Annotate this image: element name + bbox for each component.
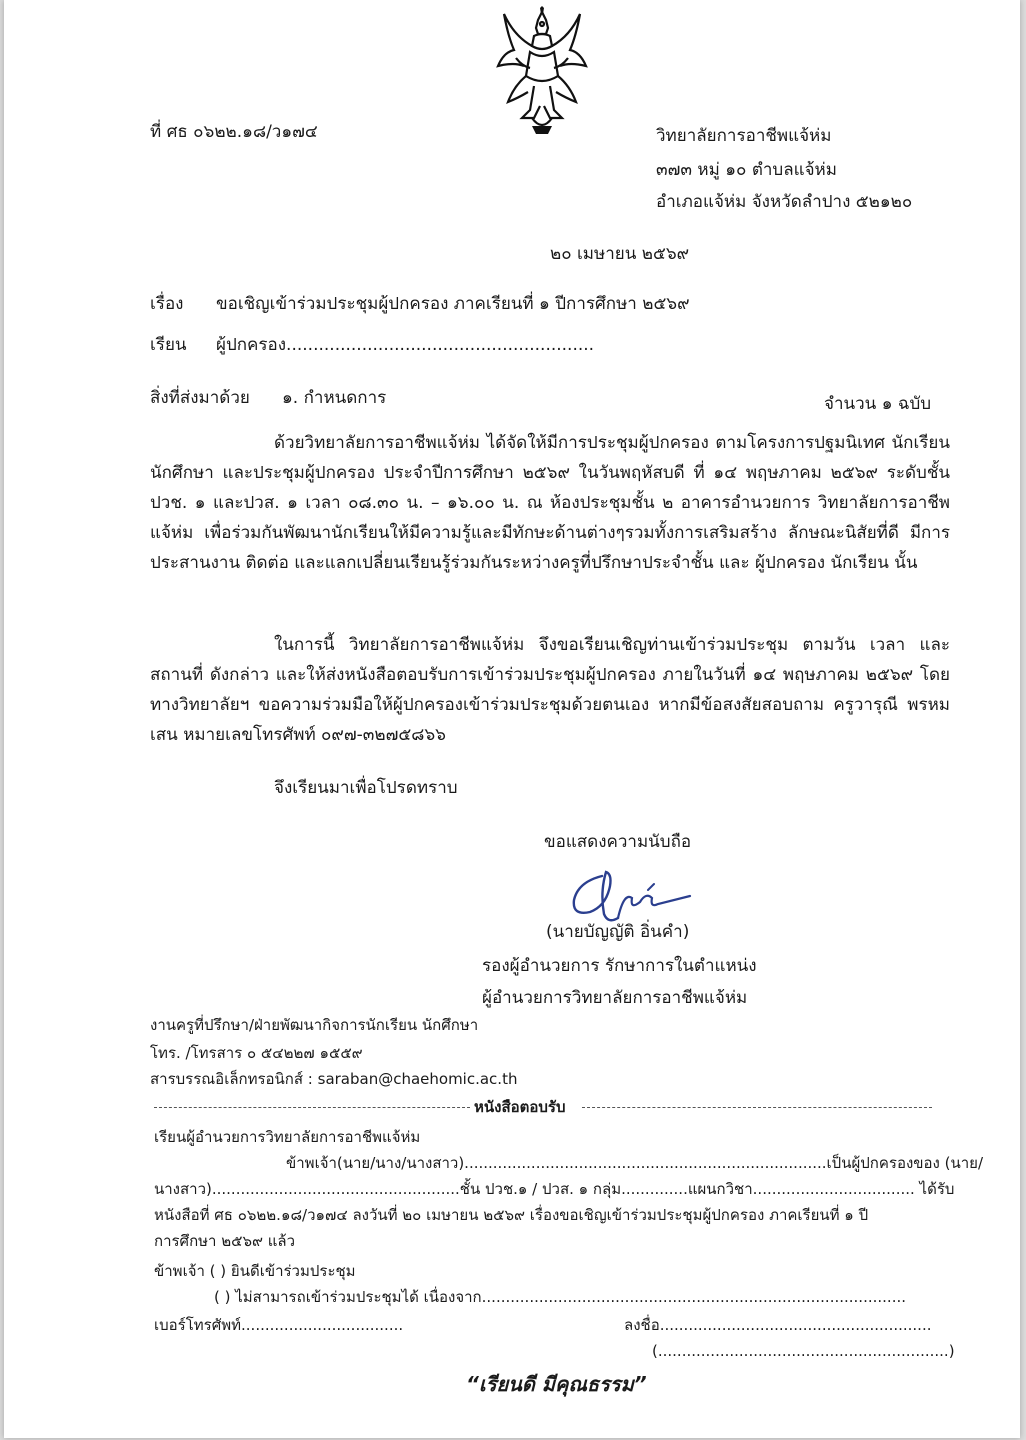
reply-option-decline: ( ) ไม่สามารถเข้าร่วมประชุมได้ เนื่องจาก......................................................................................... [214, 1288, 906, 1306]
letter-date: ๒๐ เมษายน ๒๕๖๙ [550, 244, 690, 264]
reply-addressee: เรียนผู้อำนวยการวิทยาลัยการอาชีพแจ้ห่ม [154, 1128, 421, 1146]
reply-sign-name-field: (.............................................................) [652, 1342, 955, 1360]
salutation-label: เรียน [150, 335, 187, 355]
subject-label: เรื่อง [150, 294, 184, 314]
reply-line-1: ข้าพเจ้า(นาย/นาง/นางสาว)............................................................................เป็นผู้ปกครองของ (นาย/ [286, 1154, 984, 1172]
reply-heading: หนังสือตอบรับ [474, 1098, 566, 1116]
reply-line-2: นางสาว)....................................................ชั้น ปวช.๑ / ปวส. ๑ กลุ่ม..............แผนกวิชา.................................. ได้รับ [154, 1180, 955, 1198]
reply-option-attend: ข้าพเจ้า ( ) ยินดีเข้าร่วมประชุม [154, 1262, 356, 1280]
phone-fax-text: โทร. /โทรสาร ๐ ๕๔๒๒๗ ๑๕๕๙ [150, 1044, 363, 1062]
regards-text: ขอแสดงความนับถือ [544, 832, 692, 852]
reply-phone-field: เบอร์โทรศัพท์.................................. [154, 1316, 404, 1334]
paragraph-2: ในการนี้ วิทยาลัยการอาชีพแจ้ห่ม จึงขอเรียนเชิญท่านเข้าร่วมประชุม ตามวัน เวลา และ สถานที่ ดังกล่าว และให้ส่งหนังสือตอบรับการเข้าร่วมประชุมผู้ปกครอง ภายในวันที่ ๑๔ พฤษภาคม ๒๕๖๙ โดยทางวิทยาลัยฯ ขอความร่วมมือให้ผู้ปกครองเข้าร่วมประชุมด้วยตนเอง หากมีข้อสงสัยสอบถาม ครูวารุณี พรหมเสน หมายเลขโทรศัพท์ ๐๙๗-๓๒๗๕๘๖๖ [150, 635, 950, 745]
salutation-text: ผู้ปกครอง......................................................... [216, 335, 595, 355]
address-line-2: อำเภอแจ้ห่ม จังหวัดลำปาง ๕๒๑๒๐ [656, 192, 913, 212]
garuda-emblem-icon [494, 6, 590, 142]
reply-line-4: การศึกษา ๒๕๖๙ แล้ว [154, 1232, 296, 1250]
signer-title-2: ผู้อำนวยการวิทยาลัยการอาชีพแจ้ห่ม [482, 988, 748, 1008]
signer-name: (นายบัญญัติ อิ่นคำ) [546, 922, 690, 942]
ref-number: ที่ ศธ ๐๖๒๒.๑๘/ว๑๗๔ [150, 122, 318, 142]
email-text: สารบรรณอิเล็กทรอนิกส์ : saraban@chaehomic.ac.th [150, 1070, 518, 1088]
org-name: วิทยาลัยการอาชีพแจ้ห่ม [656, 126, 832, 146]
signer-title-1: รองผู้อำนวยการ รักษาการในตำแหน่ง [482, 956, 757, 976]
enclosure-label: สิ่งที่ส่งมาด้วย [150, 388, 250, 408]
paragraph-1: ด้วยวิทยาลัยการอาชีพแจ้ห่ม ได้จัดให้มีการประชุมผู้ปกครอง ตามโครงการปฐมนิเทศ นักเรียน นักศึกษา และประชุมผู้ปกครอง ประจำปีการศึกษา ๒๕๖๙ ในวันพฤหัสบดี ที่ ๑๔ พฤษภาคม ๒๕๖๙ ระดับชั้น ปวช. ๑ และปวส. ๑ เวลา ๐๘.๓๐ น. – ๑๖.๐๐ น. ณ ห้องประชุมชั้น ๒ อาคารอำนวยการ วิทยาลัยการอาชีพแจ้ห่ม เพื่อร่วมกันพัฒนานักเรียนให้มีความรู้และมีทักษะด้านต่างๆรวมทั้งการเสริมสร้าง ลักษณะนิสัยที่ดี มีการประสานงาน ติดต่อ และแลกเปลี่ยนเรียนรู้ร่วมกันระหว่างครูที่ปรึกษาประจำชั้น และ ผู้ปกครอง นักเรียน นั้น [150, 433, 950, 573]
school-motto: “เรียนดี มีคุณธรรม” [466, 1372, 647, 1396]
enclosure-item: ๑. กำหนดการ [282, 388, 387, 408]
department-text: งานครูที่ปรึกษา/ฝ่ายพัฒนากิจการนักเรียน นักศึกษา [150, 1016, 479, 1034]
letter-page [4, 0, 1020, 1438]
divider-right [582, 1107, 932, 1108]
address-line-1: ๓๗๓ หมู่ ๑๐ ตำบลแจ้ห่ม [656, 160, 837, 180]
closing-text: จึงเรียนมาเพื่อโปรดทราบ [274, 778, 458, 798]
enclosure-count: จำนวน ๑ ฉบับ [824, 394, 932, 414]
reply-line-3: หนังสือที่ ศธ ๐๖๒๒.๑๘/ว๑๗๔ ลงวันที่ ๒๐ เมษายน ๒๕๖๙ เรื่องขอเชิญเข้าร่วมประชุมผู้ปกครอง ภาคเรียนที่ ๑ ปี [154, 1206, 869, 1224]
reply-sign-field: ลงชื่อ......................................................... [624, 1316, 932, 1334]
subject-text: ขอเชิญเข้าร่วมประชุมผู้ปกครอง ภาคเรียนที่ ๑ ปีการศึกษา ๒๕๖๙ [216, 294, 690, 314]
divider-left [154, 1107, 470, 1108]
